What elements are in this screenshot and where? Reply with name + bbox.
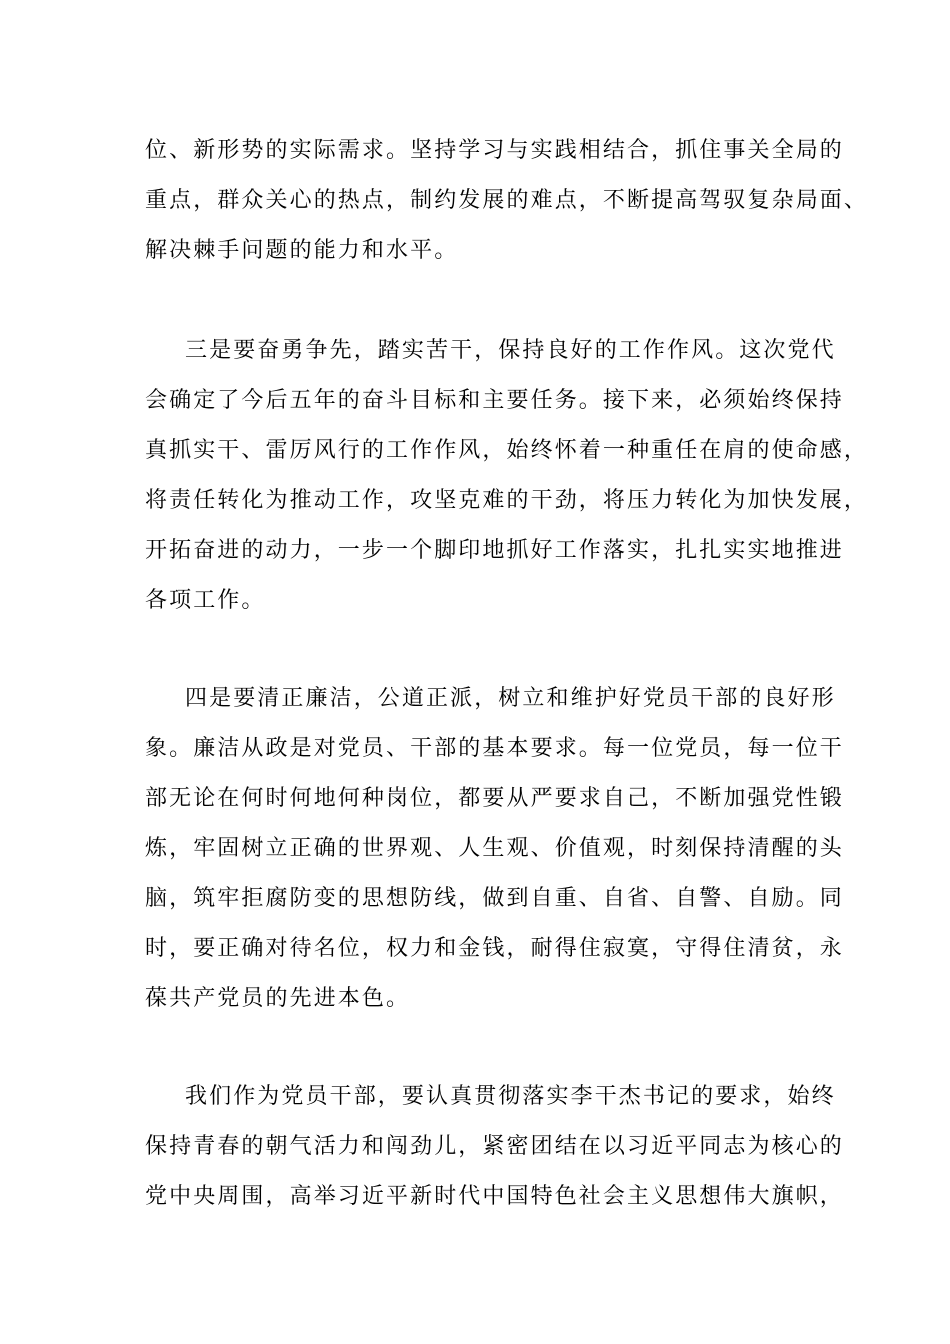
paragraph-3-line-3: 部无论在何时何地何种岗位，都要从严要求自己，不断加强党性锻 bbox=[145, 786, 844, 811]
paragraph-3-line-2: 象。廉洁从政是对党员、干部的基本要求。每一位党员，每一位干 bbox=[145, 736, 844, 761]
paragraph-3-line-7: 葆共产党员的先进本色。 bbox=[145, 986, 411, 1011]
paragraph-4-line-2: 保持青春的朝气活力和闯劲儿，紧密团结在以习近平同志为核心的 bbox=[145, 1134, 844, 1159]
paragraph-2-line-6: 各项工作。 bbox=[145, 588, 266, 613]
paragraph-2-line-3: 真抓实干、雷厉风行的工作作风，始终怀着一种重任在肩的使命感， bbox=[145, 438, 869, 463]
paragraph-3-line-5: 脑，筑牢拒腐防变的思想防线，做到自重、自省、自警、自励。同 bbox=[145, 886, 844, 911]
paragraph-1-line-2: 重点，群众关心的热点，制约发展的难点，不断提高驾驭复杂局面、 bbox=[145, 188, 869, 213]
paragraph-4-line-3: 党中央周围，高举习近平新时代中国特色社会主义思想伟大旗帜， bbox=[145, 1184, 844, 1209]
paragraph-1-line-1: 位、新形势的实际需求。坚持学习与实践相结合，抓住事关全局的 bbox=[145, 138, 844, 163]
paragraph-2-line-4: 将责任转化为推动工作，攻坚克难的干劲，将压力转化为加快发展， bbox=[145, 488, 869, 513]
paragraph-3-line-1: 四是要清正廉洁，公道正派，树立和维护好党员干部的良好形 bbox=[185, 686, 836, 711]
paragraph-1-line-3: 解决棘手问题的能力和水平。 bbox=[145, 238, 459, 263]
paragraph-2-line-5: 开拓奋进的动力，一步一个脚印地抓好工作落实，扎扎实实地推进 bbox=[145, 538, 844, 563]
paragraph-4-line-1: 我们作为党员干部，要认真贯彻落实李干杰书记的要求，始终 bbox=[185, 1084, 836, 1109]
paragraph-2-line-2: 会确定了今后五年的奋斗目标和主要任务。接下来，必须始终保持 bbox=[145, 388, 844, 413]
paragraph-2-line-1: 三是要奋勇争先，踏实苦干，保持良好的工作作风。这次党代 bbox=[185, 338, 836, 363]
paragraph-3-line-4: 炼，牢固树立正确的世界观、人生观、价值观，时刻保持清醒的头 bbox=[145, 836, 844, 861]
paragraph-3-line-6: 时，要正确对待名位，权力和金钱，耐得住寂寞，守得住清贫，永 bbox=[145, 936, 844, 961]
